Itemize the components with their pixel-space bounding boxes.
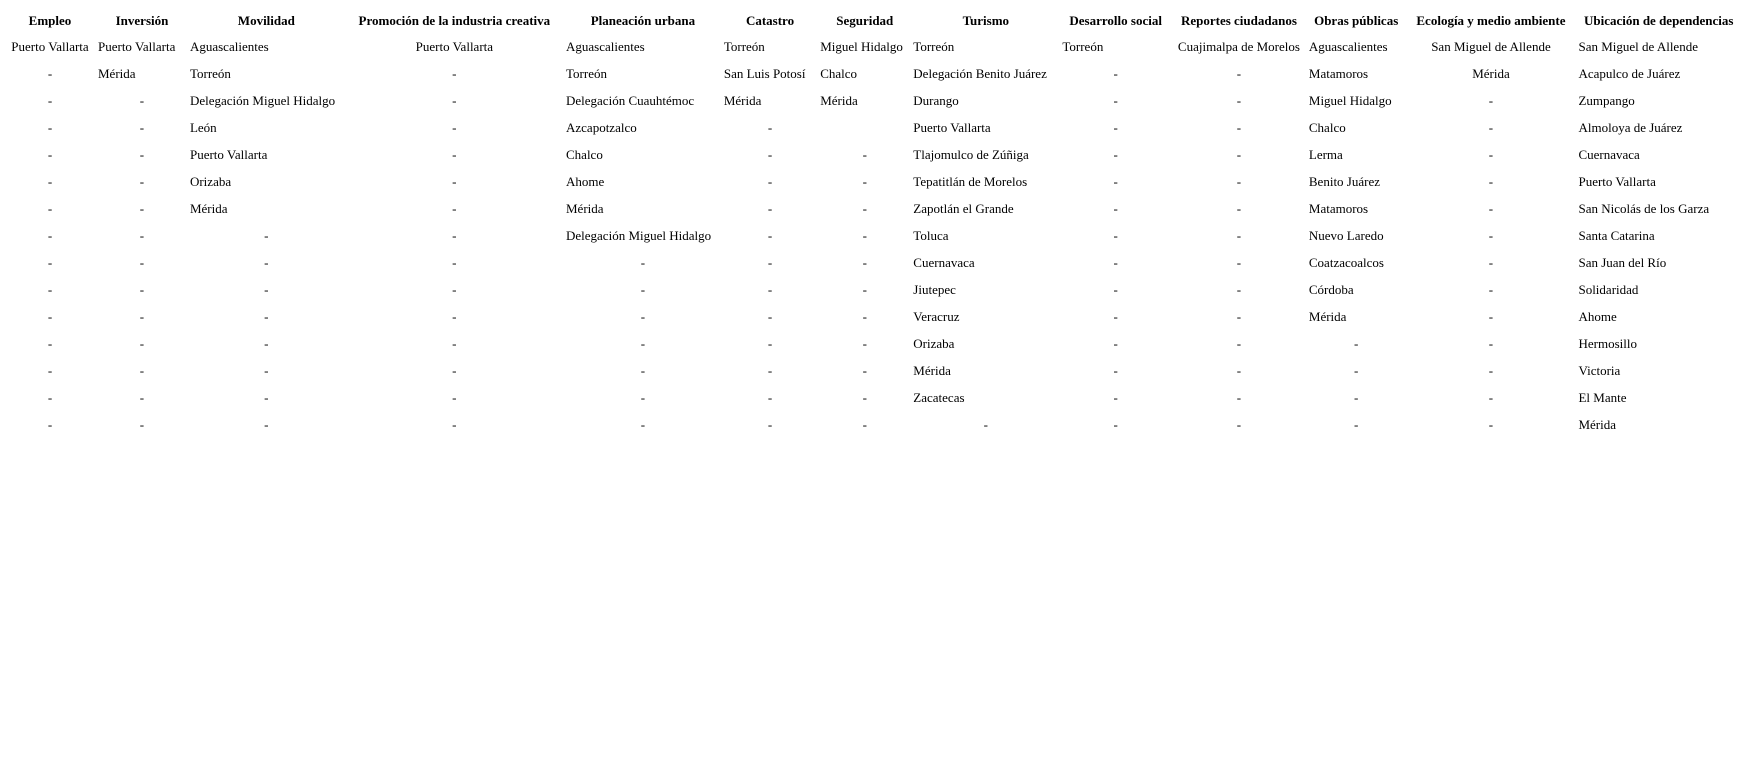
table-cell-turismo: Toluca <box>913 227 949 243</box>
table-cell-turismo: Tepatitlán de Morelos <box>913 173 1028 189</box>
table-cell-movilidad: - <box>264 416 269 432</box>
table-cell-inversion: - <box>139 227 145 243</box>
table-cell-inversion: - <box>139 389 145 405</box>
table-cell-promocion-de-la-industria-creativa: Puerto Vallarta <box>415 38 494 54</box>
table-cell-ubicacion-de-dependencias: Santa Catarina <box>1578 227 1655 243</box>
table-cell-inversion: - <box>139 416 145 432</box>
table-cell-ubicacion-de-dependencias: El Mante <box>1578 389 1627 405</box>
table-cell-ubicacion-de-dependencias: Ahome <box>1578 308 1617 324</box>
table-cell-inversion: - <box>139 92 145 108</box>
table-cell-inversion: - <box>139 200 145 216</box>
table-cell-planeacion-urbana: - <box>640 254 646 270</box>
table-cell-seguridad: - <box>862 389 867 405</box>
column-header-seguridad: Seguridad <box>836 12 894 28</box>
table-cell-empleo: - <box>47 416 53 432</box>
table-header-row <box>5 9 1740 32</box>
table-cell-promocion-de-la-industria-creativa: - <box>452 65 457 81</box>
table-cell-ecologia-y-medio-ambiente: - <box>1488 119 1494 135</box>
table-cell-empleo: - <box>47 146 53 162</box>
table-cell-movilidad: - <box>264 335 269 351</box>
table-cell-seguridad: Mérida <box>820 92 858 108</box>
table-row <box>5 358 1740 383</box>
table-cell-ubicacion-de-dependencias: Cuernavaca <box>1578 146 1640 162</box>
table-cell-planeacion-urbana: Aguascalientes <box>566 38 645 54</box>
table-cell-ubicacion-de-dependencias: Puerto Vallarta <box>1578 173 1656 189</box>
table-cell-inversion: - <box>139 362 145 378</box>
table-cell-catastro: - <box>767 227 773 243</box>
table-cell-catastro: - <box>767 389 773 405</box>
table-cell-reportes-ciudadanos: - <box>1236 281 1242 297</box>
column-header-inversion: Inversión <box>115 12 169 28</box>
table-cell-movilidad: Aguascalientes <box>189 38 269 54</box>
table-cell-desarrollo-social: Torreón <box>1062 38 1104 54</box>
table-cell-ecologia-y-medio-ambiente: Mérida <box>1472 65 1510 81</box>
table-cell-ubicacion-de-dependencias: Zumpango <box>1578 92 1635 108</box>
table-cell-promocion-de-la-industria-creativa: - <box>452 308 457 324</box>
column-header-desarrollo-social: Desarrollo social <box>1069 12 1162 28</box>
table-cell-inversion: - <box>139 119 145 135</box>
table-cell-ecologia-y-medio-ambiente: - <box>1488 254 1494 270</box>
table-cell-desarrollo-social: - <box>1113 92 1118 108</box>
table-cell-ubicacion-de-dependencias: Almoloya de Juárez <box>1578 119 1683 135</box>
table-cell-desarrollo-social: - <box>1113 254 1118 270</box>
table-cell-ubicacion-de-dependencias: Acapulco de Juárez <box>1578 65 1681 81</box>
table-cell-empleo: - <box>47 92 53 108</box>
table-cell-desarrollo-social: - <box>1113 200 1118 216</box>
table-cell-empleo: - <box>47 119 53 135</box>
table-cell-turismo: Orizaba <box>913 335 955 351</box>
table-row <box>5 169 1740 194</box>
table-cell-obras-publicas: Nuevo Laredo <box>1308 227 1384 243</box>
table-cell-movilidad: Orizaba <box>189 173 232 189</box>
table-cell-reportes-ciudadanos: - <box>1236 335 1242 351</box>
table-cell-promocion-de-la-industria-creativa: - <box>452 389 457 405</box>
table-cell-seguridad: - <box>862 335 867 351</box>
table-cell-ecologia-y-medio-ambiente: - <box>1488 146 1494 162</box>
table-cell-turismo: Jiutepec <box>913 281 956 297</box>
table-cell-inversion: - <box>139 308 145 324</box>
table-cell-obras-publicas: - <box>1354 362 1359 378</box>
table-cell-movilidad: - <box>264 254 269 270</box>
table-cell-promocion-de-la-industria-creativa: - <box>452 146 457 162</box>
table-cell-inversion: - <box>139 146 145 162</box>
table-cell-seguridad <box>819 115 910 140</box>
table-cell-empleo: - <box>47 335 53 351</box>
table-cell-catastro: - <box>767 308 773 324</box>
table-cell-seguridad: - <box>862 254 867 270</box>
table-cell-ecologia-y-medio-ambiente: - <box>1488 200 1494 216</box>
table-cell-empleo: - <box>47 281 53 297</box>
table-cell-movilidad: Mérida <box>189 200 228 216</box>
table-cell-seguridad: - <box>862 200 867 216</box>
table-cell-obras-publicas: Benito Juárez <box>1308 173 1381 189</box>
table-cell-ecologia-y-medio-ambiente: - <box>1488 227 1494 243</box>
table-cell-desarrollo-social: - <box>1113 308 1118 324</box>
table-cell-ecologia-y-medio-ambiente: - <box>1488 389 1494 405</box>
table-cell-empleo: - <box>47 200 53 216</box>
table-cell-desarrollo-social: - <box>1113 173 1118 189</box>
table-cell-reportes-ciudadanos: - <box>1236 92 1242 108</box>
table-cell-planeacion-urbana: Delegación Cuauhtémoc <box>566 92 695 108</box>
table-cell-catastro: - <box>767 173 773 189</box>
table-cell-movilidad: - <box>264 281 269 297</box>
table-cell-desarrollo-social: - <box>1113 227 1118 243</box>
column-header-catastro: Catastro <box>745 12 795 28</box>
table-cell-empleo: - <box>47 389 53 405</box>
table-cell-catastro: - <box>767 362 773 378</box>
table-cell-inversion: - <box>139 335 145 351</box>
table-cell-movilidad: Delegación Miguel Hidalgo <box>189 92 336 108</box>
column-header-ubicacion-de-dependencias: Ubicación de dependencias <box>1583 12 1734 28</box>
table-cell-promocion-de-la-industria-creativa: - <box>452 119 457 135</box>
table-cell-catastro: - <box>767 335 773 351</box>
table-row <box>5 250 1740 275</box>
table-cell-ubicacion-de-dependencias: Mérida <box>1578 416 1617 432</box>
table-cell-planeacion-urbana: Delegación Miguel Hidalgo <box>566 227 712 243</box>
table-cell-seguridad: - <box>862 227 867 243</box>
table-cell-seguridad: - <box>862 416 867 432</box>
table-cell-ecologia-y-medio-ambiente: - <box>1488 362 1494 378</box>
table-cell-desarrollo-social: - <box>1113 416 1118 432</box>
column-header-ecologia-y-medio-ambiente: Ecología y medio ambiente <box>1416 12 1566 28</box>
table-cell-catastro: - <box>767 281 773 297</box>
table-cell-catastro: Torreón <box>723 38 765 54</box>
table-cell-empleo: - <box>47 362 53 378</box>
table-cell-catastro: Mérida <box>723 92 762 108</box>
table-cell-inversion: - <box>139 254 145 270</box>
table-cell-desarrollo-social: - <box>1113 119 1118 135</box>
table-cell-planeacion-urbana: - <box>640 308 646 324</box>
table-row <box>5 88 1740 113</box>
table-cell-seguridad: - <box>862 308 867 324</box>
table-cell-obras-publicas: - <box>1354 335 1359 351</box>
table-cell-promocion-de-la-industria-creativa: - <box>452 254 457 270</box>
table-cell-desarrollo-social: - <box>1113 335 1118 351</box>
table-cell-reportes-ciudadanos: Cuajimalpa de Morelos <box>1177 38 1300 54</box>
cities-by-category-table <box>3 7 1742 439</box>
table-cell-ubicacion-de-dependencias: San Nicolás de los Garza <box>1578 200 1710 216</box>
table-cell-promocion-de-la-industria-creativa: - <box>452 200 457 216</box>
table-cell-inversion: - <box>139 173 145 189</box>
table-cell-empleo: - <box>47 308 53 324</box>
table-cell-planeacion-urbana: Azcapotzalco <box>566 119 637 135</box>
table-cell-catastro: - <box>767 119 773 135</box>
table-cell-planeacion-urbana: - <box>640 416 646 432</box>
table-cell-ubicacion-de-dependencias: Hermosillo <box>1578 335 1637 351</box>
table-cell-desarrollo-social: - <box>1113 362 1118 378</box>
table-cell-desarrollo-social: - <box>1113 389 1118 405</box>
table-cell-obras-publicas: Coatzacoalcos <box>1308 254 1384 270</box>
table-cell-empleo: - <box>47 227 53 243</box>
table-cell-promocion-de-la-industria-creativa: - <box>452 335 457 351</box>
table-cell-catastro: - <box>767 254 773 270</box>
table-cell-catastro: - <box>767 200 773 216</box>
table-body <box>5 34 1740 437</box>
column-header-empleo: Empleo <box>28 12 72 28</box>
column-header-planeacion-urbana: Planeación urbana <box>590 12 696 28</box>
table-cell-ubicacion-de-dependencias: Victoria <box>1578 362 1621 378</box>
table-cell-ecologia-y-medio-ambiente: - <box>1488 281 1494 297</box>
table-cell-seguridad: Chalco <box>820 65 858 81</box>
table-cell-reportes-ciudadanos: - <box>1236 362 1242 378</box>
table-row <box>5 385 1740 410</box>
table-cell-ecologia-y-medio-ambiente: - <box>1488 173 1494 189</box>
table-cell-planeacion-urbana: Torreón <box>566 65 607 81</box>
table-cell-obras-publicas: Lerma <box>1308 146 1343 162</box>
table-cell-turismo: Puerto Vallarta <box>913 119 991 135</box>
table-cell-promocion-de-la-industria-creativa: - <box>452 173 457 189</box>
table-cell-promocion-de-la-industria-creativa: - <box>452 362 457 378</box>
table-cell-desarrollo-social: - <box>1113 65 1118 81</box>
table-row <box>5 34 1740 59</box>
table-cell-desarrollo-social: - <box>1113 146 1118 162</box>
table-cell-empleo: - <box>47 254 53 270</box>
table-row <box>5 61 1740 86</box>
table-cell-turismo: Cuernavaca <box>913 254 975 270</box>
table-cell-turismo: Durango <box>913 92 959 108</box>
table-cell-obras-publicas: - <box>1354 416 1359 432</box>
table-cell-planeacion-urbana: Mérida <box>566 200 604 216</box>
table-cell-seguridad: - <box>862 173 867 189</box>
table-cell-planeacion-urbana: Chalco <box>566 146 603 162</box>
table-cell-planeacion-urbana: Ahome <box>566 173 605 189</box>
table-cell-inversion: Mérida <box>97 65 136 81</box>
column-header-turismo: Turismo <box>962 12 1010 28</box>
table-cell-movilidad: - <box>264 308 269 324</box>
table-cell-promocion-de-la-industria-creativa: - <box>452 92 457 108</box>
table-cell-turismo: Veracruz <box>913 308 960 324</box>
table-cell-obras-publicas: Aguascalientes <box>1308 38 1388 54</box>
table-cell-ecologia-y-medio-ambiente: San Miguel de Allende <box>1431 38 1551 54</box>
table-cell-obras-publicas: - <box>1354 389 1359 405</box>
table-cell-turismo: - <box>983 416 988 432</box>
table-cell-catastro: - <box>767 416 773 432</box>
column-header-obras-publicas: Obras públicas <box>1314 12 1399 28</box>
table-cell-planeacion-urbana: - <box>640 281 646 297</box>
table-cell-catastro: - <box>767 146 773 162</box>
table-cell-reportes-ciudadanos: - <box>1236 146 1242 162</box>
table-cell-obras-publicas: Córdoba <box>1308 281 1354 297</box>
table-cell-obras-publicas: Chalco <box>1308 119 1346 135</box>
table-cell-seguridad: Miguel Hidalgo <box>820 38 903 54</box>
table-cell-reportes-ciudadanos: - <box>1236 119 1242 135</box>
table-cell-seguridad: - <box>862 362 867 378</box>
table-cell-obras-publicas: Mérida <box>1308 308 1347 324</box>
table-cell-catastro: San Luis Potosí <box>723 65 806 81</box>
table-cell-movilidad: León <box>189 119 217 135</box>
table-cell-ecologia-y-medio-ambiente: - <box>1488 92 1494 108</box>
table-cell-ubicacion-de-dependencias: San Miguel de Allende <box>1578 38 1698 54</box>
table-cell-ecologia-y-medio-ambiente: - <box>1488 416 1494 432</box>
table-cell-empleo: - <box>47 173 53 189</box>
table-cell-empleo: Puerto Vallarta <box>11 38 89 54</box>
table-cell-turismo: Zacatecas <box>913 389 965 405</box>
table-cell-seguridad: - <box>862 281 867 297</box>
table-cell-obras-publicas: Miguel Hidalgo <box>1308 92 1392 108</box>
table-row <box>5 412 1740 437</box>
table-cell-planeacion-urbana: - <box>640 335 646 351</box>
table-cell-planeacion-urbana: - <box>640 362 646 378</box>
table-cell-obras-publicas: Matamoros <box>1308 200 1369 216</box>
table-cell-reportes-ciudadanos: - <box>1236 389 1242 405</box>
table-cell-ecologia-y-medio-ambiente: - <box>1488 308 1494 324</box>
table-row <box>5 196 1740 221</box>
column-header-movilidad: Movilidad <box>237 12 295 28</box>
table-cell-desarrollo-social: - <box>1113 281 1118 297</box>
table-cell-empleo: - <box>47 65 53 81</box>
table-cell-movilidad: Torreón <box>189 65 231 81</box>
table-row <box>5 331 1740 356</box>
table-cell-movilidad: - <box>264 389 269 405</box>
table-row <box>5 223 1740 248</box>
table-cell-inversion: Puerto Vallarta <box>97 38 176 54</box>
table-cell-reportes-ciudadanos: - <box>1236 227 1242 243</box>
table-cell-planeacion-urbana: - <box>640 389 646 405</box>
table-cell-promocion-de-la-industria-creativa: - <box>452 416 457 432</box>
table-cell-reportes-ciudadanos: - <box>1236 65 1242 81</box>
table-row <box>5 142 1740 167</box>
table-cell-reportes-ciudadanos: - <box>1236 254 1242 270</box>
table-cell-turismo: Delegación Benito Juárez <box>913 65 1047 81</box>
table-cell-reportes-ciudadanos: - <box>1236 200 1242 216</box>
table-cell-turismo: Zapotlán el Grande <box>913 200 1014 216</box>
table-cell-turismo: Mérida <box>913 362 951 378</box>
column-header-reportes-ciudadanos: Reportes ciudadanos <box>1180 12 1297 28</box>
table-cell-ecologia-y-medio-ambiente: - <box>1488 335 1494 351</box>
column-header-promocion-de-la-industria-creativa: Promoción de la industria creativa <box>358 12 551 28</box>
table-cell-reportes-ciudadanos: - <box>1236 173 1242 189</box>
table-cell-promocion-de-la-industria-creativa: - <box>452 281 457 297</box>
table-row <box>5 115 1740 140</box>
table-cell-reportes-ciudadanos: - <box>1236 308 1242 324</box>
table-cell-movilidad: - <box>264 227 269 243</box>
table-cell-inversion: - <box>139 281 145 297</box>
table-cell-promocion-de-la-industria-creativa: - <box>452 227 457 243</box>
table-cell-obras-publicas: Matamoros <box>1308 65 1369 81</box>
table-cell-ubicacion-de-dependencias: Solidaridad <box>1578 281 1639 297</box>
table-row <box>5 277 1740 302</box>
table-cell-seguridad: - <box>862 146 867 162</box>
table-cell-movilidad: - <box>264 362 269 378</box>
table-cell-turismo: Torreón <box>913 38 955 54</box>
table-cell-ubicacion-de-dependencias: San Juan del Río <box>1578 254 1667 270</box>
table-cell-movilidad: Puerto Vallarta <box>189 146 268 162</box>
table-cell-turismo: Tlajomulco de Zúñiga <box>913 146 1029 162</box>
table-cell-reportes-ciudadanos: - <box>1236 416 1242 432</box>
table-row <box>5 304 1740 329</box>
